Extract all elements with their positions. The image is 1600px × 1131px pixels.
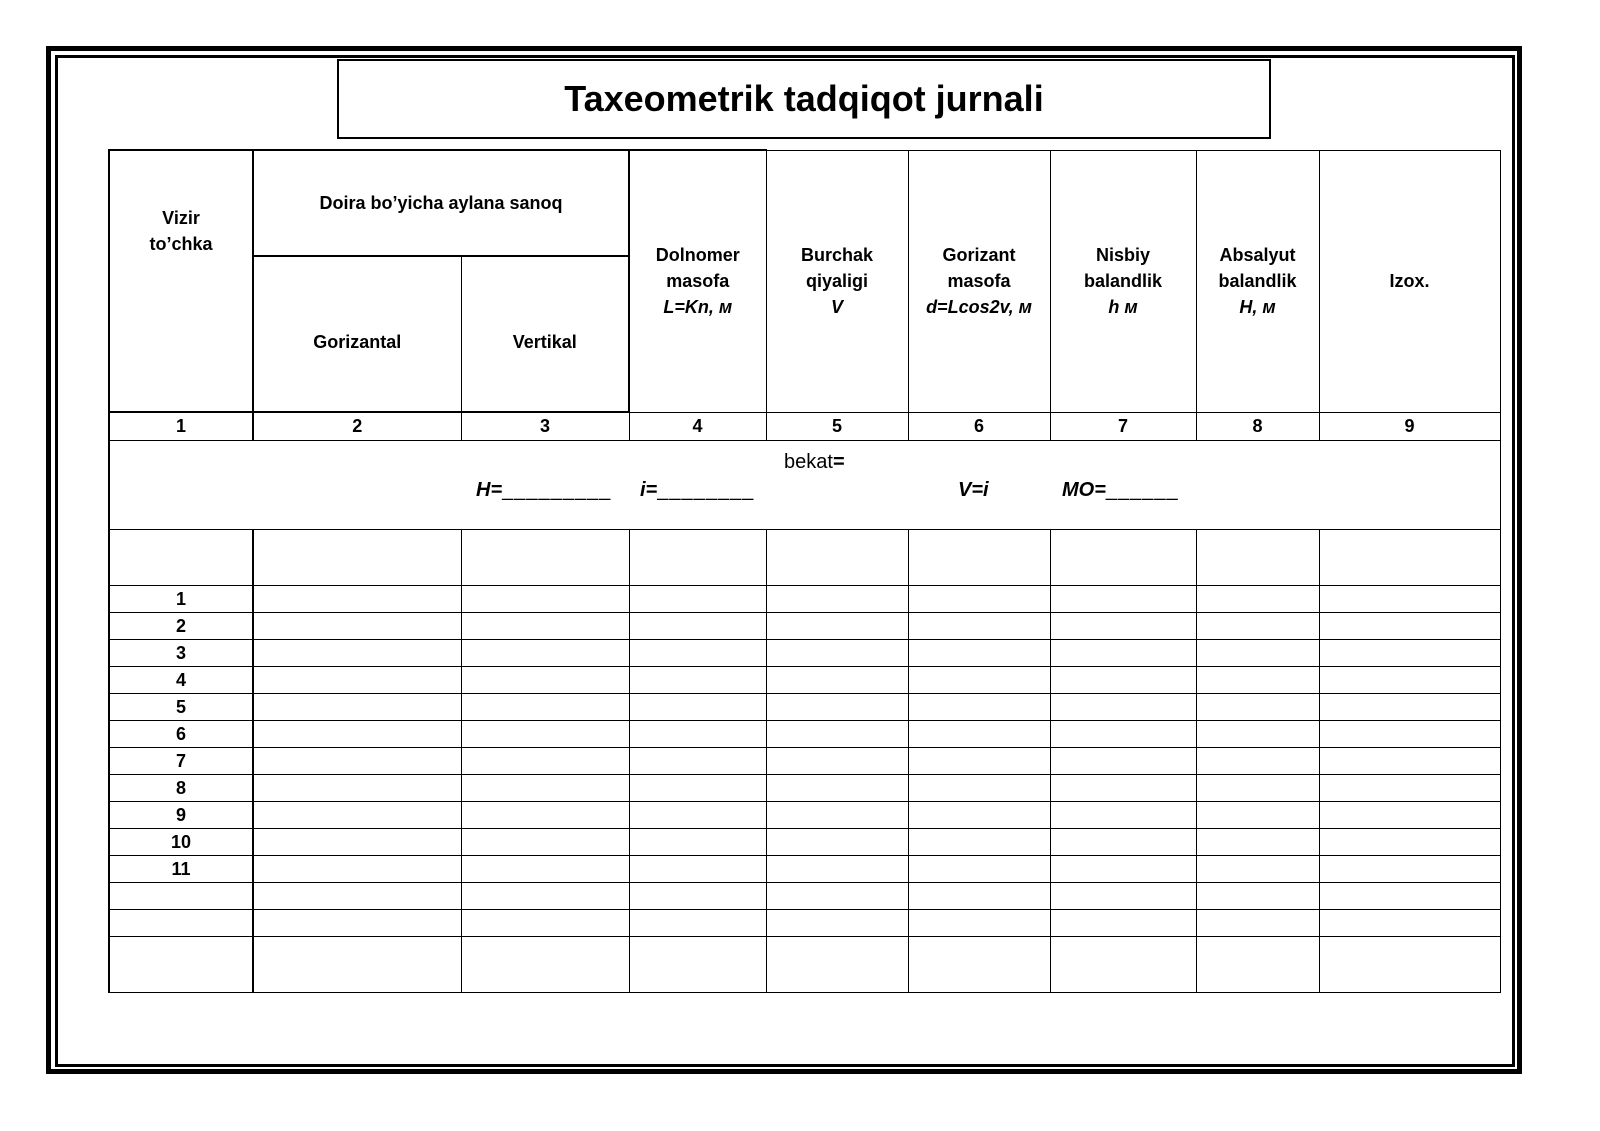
table-cell <box>1196 585 1319 612</box>
data-rows <box>109 529 1500 992</box>
row-number: 7 <box>109 747 253 774</box>
station-h-blank: _________ <box>502 478 612 501</box>
table-cell <box>461 693 629 720</box>
table-cell <box>461 774 629 801</box>
table-cell <box>1196 882 1319 909</box>
header-vertikal-label: Vertikal <box>512 332 577 352</box>
table-cell <box>461 747 629 774</box>
table-cell <box>766 909 908 936</box>
header-dolnomer <box>629 150 766 412</box>
table-cell <box>461 666 629 693</box>
header-absalyut-formula: H, м <box>1239 297 1276 317</box>
table-cell <box>908 693 1050 720</box>
journal-table <box>108 149 1501 993</box>
table-cell <box>908 666 1050 693</box>
table-cell <box>908 828 1050 855</box>
table-cell <box>1050 909 1196 936</box>
row-number: 8 <box>109 774 253 801</box>
column-number: 7 <box>1050 412 1196 440</box>
header-dolnomer-formula: L=Kn, м <box>663 297 733 318</box>
table-cell <box>1196 693 1319 720</box>
table-cell <box>766 612 908 639</box>
header-gorizant-line2: masofa <box>947 271 1011 291</box>
table-cell <box>766 529 908 585</box>
table-cell <box>1319 666 1500 693</box>
header-dolnomer-line1: Dolnomer <box>655 245 740 266</box>
table-cell <box>253 529 461 585</box>
table-cell <box>253 882 461 909</box>
table-cell <box>766 801 908 828</box>
table-cell <box>1319 612 1500 639</box>
header-absalyut-line1: Absalyut <box>1219 245 1296 265</box>
station-i-label: i= <box>640 478 658 501</box>
header-doira-label: Doira bo’yicha aylana sanoq <box>319 193 563 213</box>
table-cell <box>908 774 1050 801</box>
table-cell <box>908 720 1050 747</box>
station-h-field <box>476 477 611 503</box>
table-cell <box>253 666 461 693</box>
column-number: 9 <box>1319 412 1500 440</box>
table-cell <box>253 693 461 720</box>
table-cell <box>629 747 766 774</box>
table-cell <box>629 639 766 666</box>
table-cell <box>908 585 1050 612</box>
table-row <box>109 801 1500 828</box>
table-cell <box>908 936 1050 992</box>
table-cell <box>461 529 629 585</box>
table-cell <box>1196 801 1319 828</box>
column-number: 2 <box>253 412 461 440</box>
table-cell <box>1319 828 1500 855</box>
table-cell <box>908 855 1050 882</box>
row-number <box>109 882 253 909</box>
table-cell <box>1050 882 1196 909</box>
station-v-label: V=i <box>958 478 989 501</box>
table-cell <box>1319 639 1500 666</box>
row-number: 6 <box>109 720 253 747</box>
table-cell <box>1050 639 1196 666</box>
header-nisbiy-formula: h м <box>1108 297 1138 317</box>
table-cell <box>629 529 766 585</box>
table-cell <box>766 882 908 909</box>
table-cell <box>461 828 629 855</box>
header-absalyut-line2: balandlik <box>1218 271 1297 291</box>
header-dolnomer-line2: masofa <box>666 271 730 292</box>
header-vertikal <box>461 256 629 412</box>
row-number: 1 <box>109 585 253 612</box>
station-h-label: H= <box>476 478 503 501</box>
table-cell <box>766 585 908 612</box>
table-cell <box>1196 529 1319 585</box>
table-cell <box>1319 747 1500 774</box>
table-cell <box>253 720 461 747</box>
table-cell <box>1196 936 1319 992</box>
station-v-field <box>958 477 989 503</box>
table-cell <box>766 639 908 666</box>
table-cell <box>1050 747 1196 774</box>
table-cell <box>1050 828 1196 855</box>
table-cell <box>629 909 766 936</box>
table-cell <box>253 828 461 855</box>
column-number: 3 <box>461 412 629 440</box>
table-cell <box>908 529 1050 585</box>
station-mo-field <box>1062 477 1179 503</box>
table-cell <box>461 909 629 936</box>
table-cell <box>766 855 908 882</box>
station-mo-blank: ______ <box>1105 478 1179 501</box>
row-number: 5 <box>109 693 253 720</box>
table-cell <box>908 612 1050 639</box>
table-cell <box>1196 639 1319 666</box>
table-cell <box>461 882 629 909</box>
table-cell <box>629 774 766 801</box>
header-burchak-line2: qiyaligi <box>805 271 868 291</box>
table-cell <box>629 612 766 639</box>
table-cell <box>629 585 766 612</box>
table-cell <box>461 936 629 992</box>
table-row <box>109 909 1500 936</box>
column-number: 1 <box>109 412 253 440</box>
table-row <box>109 774 1500 801</box>
table-cell <box>1196 774 1319 801</box>
table-cell <box>1050 801 1196 828</box>
table-cell <box>1319 801 1500 828</box>
header-row-1 <box>109 150 1500 256</box>
station-i-field <box>640 477 754 503</box>
header-izox <box>1319 150 1500 412</box>
row-number <box>109 529 253 585</box>
table-cell <box>253 612 461 639</box>
table-cell <box>253 639 461 666</box>
column-number: 6 <box>908 412 1050 440</box>
table-cell <box>908 882 1050 909</box>
table-cell <box>629 693 766 720</box>
table-cell <box>1319 693 1500 720</box>
bekat-title <box>784 449 845 475</box>
row-number: 4 <box>109 666 253 693</box>
header-vizir-label: Vizir to’chka <box>149 208 213 254</box>
table-row <box>109 666 1500 693</box>
table-row <box>109 639 1500 666</box>
table-cell <box>629 855 766 882</box>
header-burchak-formula: V <box>830 297 843 317</box>
column-number-row <box>109 412 1500 440</box>
table-row <box>109 828 1500 855</box>
row-number: 10 <box>109 828 253 855</box>
table-row <box>109 936 1500 992</box>
row-number: 3 <box>109 639 253 666</box>
table-cell <box>629 882 766 909</box>
table-cell <box>629 828 766 855</box>
row-number <box>109 936 253 992</box>
table-cell <box>253 936 461 992</box>
column-number: 5 <box>766 412 908 440</box>
header-gorizant-formula: d=Lcos2v, м <box>926 297 1032 317</box>
table-cell <box>461 801 629 828</box>
table-cell <box>766 936 908 992</box>
station-i-blank: ________ <box>657 478 755 501</box>
table-cell <box>908 747 1050 774</box>
table-cell <box>1196 855 1319 882</box>
table-cell <box>1050 666 1196 693</box>
header-doira <box>253 150 629 256</box>
table-cell <box>1050 585 1196 612</box>
station-mo-label: MO= <box>1062 478 1106 501</box>
table-cell <box>1319 529 1500 585</box>
table-cell <box>629 801 766 828</box>
table-cell <box>1196 666 1319 693</box>
table-cell <box>253 747 461 774</box>
header-nisbiy-line2: balandlik <box>1083 271 1163 291</box>
table-cell <box>1050 720 1196 747</box>
table-cell <box>766 720 908 747</box>
table-cell <box>1196 747 1319 774</box>
table-cell <box>461 720 629 747</box>
header-gorizontal-label: Gorizantal <box>313 332 402 352</box>
row-number: 11 <box>109 855 253 882</box>
row-number: 2 <box>109 612 253 639</box>
table-cell <box>253 801 461 828</box>
title-box <box>337 59 1271 139</box>
table-cell <box>1050 612 1196 639</box>
table-cell <box>1050 693 1196 720</box>
table-row <box>109 585 1500 612</box>
header-absalyut <box>1196 150 1319 412</box>
table-cell <box>461 612 629 639</box>
table-row <box>109 529 1500 585</box>
table-cell <box>908 639 1050 666</box>
table-cell <box>1050 774 1196 801</box>
table-cell <box>629 720 766 747</box>
table-cell <box>1319 909 1500 936</box>
table-cell <box>766 774 908 801</box>
table-cell <box>1196 828 1319 855</box>
table-cell <box>253 909 461 936</box>
table-cell <box>766 828 908 855</box>
table-cell <box>1196 909 1319 936</box>
table-row <box>109 855 1500 882</box>
table-row <box>109 612 1500 639</box>
table-row <box>109 882 1500 909</box>
table-cell <box>1050 855 1196 882</box>
table-cell <box>1319 720 1500 747</box>
table-cell <box>1319 774 1500 801</box>
table-cell <box>1319 855 1500 882</box>
table-cell <box>908 909 1050 936</box>
column-number: 4 <box>629 412 766 440</box>
table-row <box>109 693 1500 720</box>
table-row <box>109 720 1500 747</box>
table-cell <box>461 639 629 666</box>
station-info <box>109 440 1500 529</box>
table-cell <box>766 666 908 693</box>
table-cell <box>253 855 461 882</box>
page-title: Taxeometrik tadqiqot jurnali <box>564 78 1044 119</box>
table-cell <box>766 747 908 774</box>
header-gorizontal <box>253 256 461 412</box>
bekat-eq: = <box>832 450 845 473</box>
table-cell <box>908 801 1050 828</box>
row-number: 9 <box>109 801 253 828</box>
header-burchak <box>766 150 908 412</box>
table-cell <box>629 936 766 992</box>
header-vizir <box>109 150 253 412</box>
table-cell <box>1050 529 1196 585</box>
table-row <box>109 747 1500 774</box>
row-number <box>109 909 253 936</box>
header-gorizant-line1: Gorizant <box>942 245 1016 265</box>
header-nisbiy <box>1050 150 1196 412</box>
header-gorizant <box>908 150 1050 412</box>
bekat-label: bekat <box>784 450 833 473</box>
table-cell <box>1319 585 1500 612</box>
table-cell <box>461 585 629 612</box>
header-izox-label: Izox. <box>1389 271 1430 291</box>
station-row <box>109 440 1500 529</box>
header-nisbiy-line1: Nisbiy <box>1095 245 1151 265</box>
table-cell <box>629 666 766 693</box>
table-cell <box>253 585 461 612</box>
header-burchak-line1: Burchak <box>800 245 874 265</box>
table-cell <box>1196 720 1319 747</box>
table-cell <box>1196 612 1319 639</box>
table-cell <box>1319 936 1500 992</box>
table-cell <box>766 693 908 720</box>
column-number: 8 <box>1196 412 1319 440</box>
table-cell <box>1319 882 1500 909</box>
table-cell <box>253 774 461 801</box>
table-cell <box>1050 936 1196 992</box>
table-cell <box>461 855 629 882</box>
